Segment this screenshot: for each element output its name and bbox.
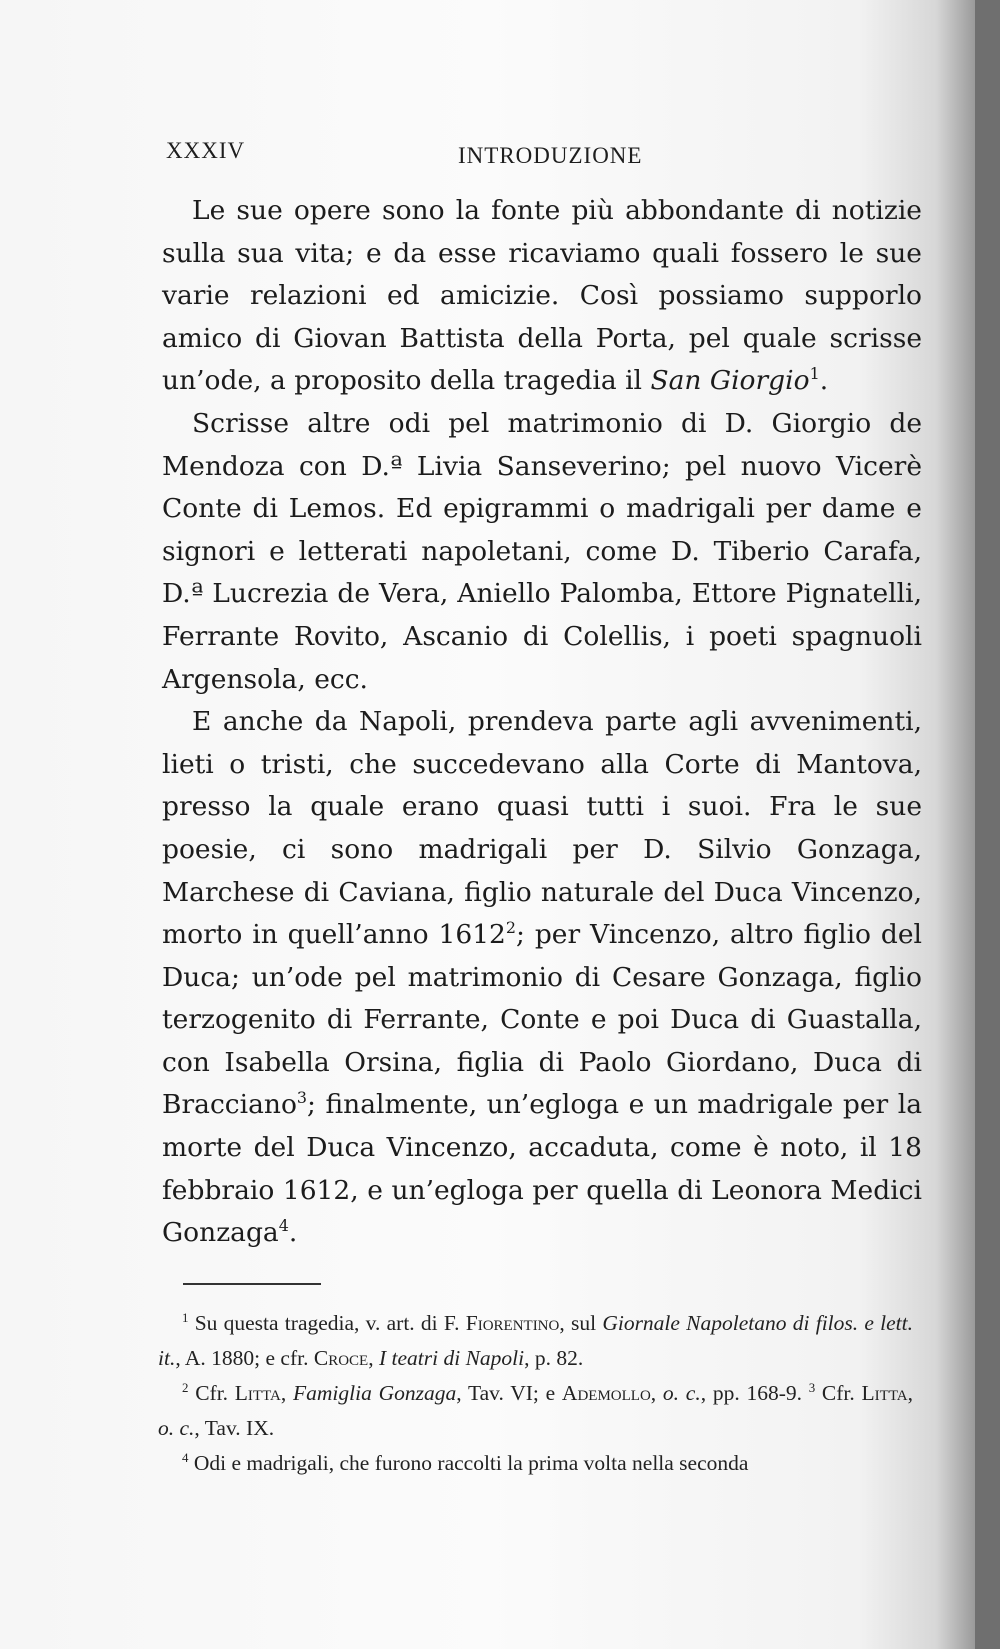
footnote-ref-2: 2 bbox=[505, 918, 517, 938]
paragraph-1-text: Le sue opere sono la fonte più abbondante di notizie sulla sua vita; e da esse ricaviamo quali fossero le sue varie relazioni ed amicizie. Così possiamo supporlo amico di Giovan Battista della Porta, pel quale scrisse un’ode, a proposito della tragedia il bbox=[162, 195, 922, 397]
footnote-1-text-c: , A. 1880; e cfr. bbox=[175, 1346, 314, 1370]
paragraph-3-text-c: ; finalmente, un’egloga e un madrigale per la morte del Duca Vincenzo, accaduta, come è noto, il 18 febbraio 1612, e un’egloga per quella di Leonora Medici Gonzaga bbox=[162, 1089, 922, 1249]
footnote-3-author: Litta bbox=[861, 1381, 908, 1405]
paragraph-3-text-b: ; per Vincenzo, altro figlio del Duca; un’ode pel matrimonio di Cesare Gonzaga, figlio terzogenito di Ferrante, Conte e poi Duca di Guastalla, con Isabella Orsina, figlia di Paolo Giordano, Duca di Bracciano bbox=[162, 919, 922, 1121]
footnote-2-number: 2 bbox=[182, 1380, 189, 1395]
paragraph-2: Scrisse altre odi pel matrimonio di D. Giorgio de Mendoza con D.ª Livia Sanseverino; pel nuovo Vicerè Conte di Lemos. Ed epigrammi o madrigali per dame e signori e letterati napoletani, come D. Tiberio Carafa, D.ª Lucrezia de Vera, Aniello Palomba, Ettore Pignatelli, Ferrante Rovito, Ascanio di Colellis, i poeti spagnuoli Argensola, ecc. bbox=[162, 407, 922, 695]
paragraph-3-end: . bbox=[288, 1217, 298, 1249]
footnote-ref-3: 3 bbox=[296, 1088, 308, 1108]
footnote-2-text-a: Cfr. bbox=[188, 1381, 235, 1405]
paragraph-3 bbox=[162, 701, 922, 1255]
italic-title-san-giorgio: San Giorgio bbox=[650, 365, 810, 397]
footnote-1-text-b: , sul bbox=[559, 1311, 603, 1335]
footnotes bbox=[158, 1306, 913, 1481]
footnote-1-number: 1 bbox=[182, 1310, 189, 1325]
footnote-2-author: Litta bbox=[234, 1381, 281, 1405]
footnote-4-text: Odi e madrigali, che furono raccolti la prima volta nella seconda bbox=[188, 1451, 749, 1475]
footnote-2-text-e: , pp. 168-9. bbox=[700, 1381, 802, 1405]
footnote-1-text-e: , p. 82. bbox=[524, 1346, 584, 1370]
footnote-ref-1: 1 bbox=[809, 364, 820, 384]
footnote-2-text-b: , bbox=[280, 1381, 294, 1405]
footnote-2-abbr: o. c. bbox=[662, 1381, 701, 1405]
footnote-1-work: I teatri di Napoli bbox=[378, 1346, 525, 1370]
footnote-3-text-b: , bbox=[907, 1381, 913, 1405]
paragraph-3-text-a: E anche da Napoli, prendeva parte agli avvenimenti, lieti o tristi, che succedevano alla Corte di Mantova, presso la quale erano quasi tutti i suoi. Fra le sue poesie, ci sono madrigali per D. Silvio Gonzaga, Marchese di Caviana, figlio naturale del Duca Vincenzo, morto in quell’anno 1612 bbox=[162, 706, 922, 951]
footnote-4-number: 4 bbox=[182, 1450, 189, 1465]
paragraph-1-end: . bbox=[819, 365, 829, 397]
footnote-3-abbr: o. c. bbox=[158, 1416, 195, 1440]
footnote-1-author: F. Fiorentino bbox=[443, 1311, 560, 1335]
footnote-2-3 bbox=[158, 1376, 913, 1446]
footnote-ref-4: 4 bbox=[278, 1216, 289, 1236]
footnote-3-text-a: Cfr. bbox=[815, 1381, 862, 1405]
footnote-4 bbox=[158, 1446, 913, 1481]
page-header bbox=[166, 138, 926, 176]
footnote-3-text-c: , Tav. IX. bbox=[194, 1416, 275, 1440]
paragraph-1 bbox=[162, 190, 922, 403]
page-number: XXXIV bbox=[166, 138, 246, 163]
footnote-divider bbox=[183, 1283, 321, 1285]
footnote-2-author-2: Ademollo bbox=[561, 1381, 651, 1405]
footnote-2-text-d: , bbox=[650, 1381, 663, 1405]
footnote-2-text-c: , Tav. VI; e bbox=[456, 1381, 562, 1405]
footnote-1-author-2: Croce bbox=[313, 1346, 369, 1370]
main-text bbox=[162, 190, 922, 1255]
footnote-1 bbox=[158, 1306, 913, 1376]
footnote-2-work: Famiglia Gonzaga bbox=[293, 1381, 457, 1405]
footnote-1-text-d: , bbox=[368, 1346, 379, 1370]
footnote-1-text-a: Su questa tragedia, v. art. di bbox=[188, 1311, 444, 1335]
running-title: INTRODUZIONE bbox=[458, 143, 643, 168]
footnote-1-journal: Giornale Napoletano di filos. e lett. it. bbox=[158, 1311, 913, 1370]
footnote-3-number: 3 bbox=[808, 1380, 816, 1395]
